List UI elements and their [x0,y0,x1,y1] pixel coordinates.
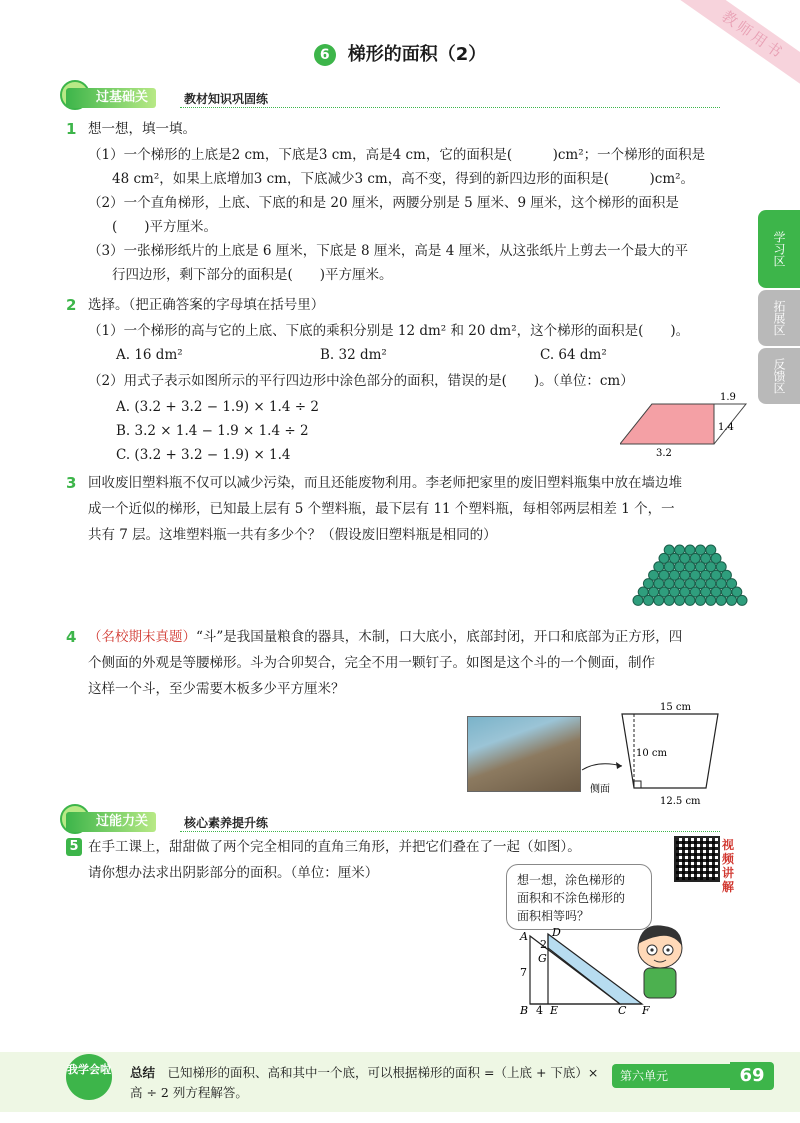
label-B: B [520,1004,529,1016]
q3-line2: 成一个近似的梯形，已知最上层有 5 个塑料瓶，最下层有 11 个塑料瓶，每相邻两层相差 1 个，一 [88,501,675,517]
summary-line1 [130,1062,598,1084]
label-height: 10 cm [636,748,667,759]
label-A: A [520,930,528,943]
label-bottom: 12.5 cm [660,796,701,807]
corner-stamp: 教师用书 [676,0,800,94]
dou-side-figure [578,700,728,810]
bottle-pile-figure [628,544,752,606]
q1-part2-line1: （2）一个直角梯形，上底、下底的和是 20 厘米，两腰分别是 5 厘米、9 厘米，这个梯形的面积是 [88,195,679,211]
bottle [737,595,747,605]
section-subtitle: 核心素养提升练 [184,816,269,830]
triangles-figure [512,926,662,1016]
label-F: F [642,1004,650,1016]
q1-part1-line1: （1）一个梯形的上底是2 cm，下底是3 cm，高是4 cm，它的面积是( )cm²；一个梯形的面积是 [88,147,706,163]
section-ability [66,812,720,832]
q2-option-c: C. 64 dm² [540,347,607,363]
q1-part1-line2: 48 cm²，如果上底增加3 cm，下底减少3 cm，高不变，得到的新四边形的面积是( )cm²。 [112,171,695,187]
side-tab-extend[interactable]: 拓展区 [758,290,800,346]
shaded-trapezoid [620,404,714,444]
side-tab-study[interactable]: 学习区 [758,210,800,288]
q5-line1: 在手工课上，甜甜做了两个完全相同的直角三角形，并把它们叠在了一起（如图）。 [88,839,581,855]
q3-line3: 共有 7 层。这堆塑料瓶一共有多少个？（假设废旧塑料瓶是相同的） [88,527,497,543]
q4-line2: 个侧面的外观是等腰梯形。斗为合卯契合，完全不用一颗钉子。如图是这个斗的一个侧面，制作 [88,655,655,671]
q1-part3-line1: （3）一张梯形纸片的上底是 6 厘米，下底是 8 厘米，高是 4 厘米，从这张纸片上剪去一个最大的平 [88,243,689,259]
dou-photo [467,716,581,792]
label-side: 侧面 [590,784,610,795]
question-number: 3 [66,474,77,492]
section-tag: 过基础关 [66,88,156,108]
section-subtitle: 教材知识巩固练 [184,92,269,106]
label-4: 4 [536,1004,543,1016]
question-number: 4 [66,628,77,646]
section-divider [180,107,720,108]
qr-code[interactable] [674,836,720,882]
question-stem: 想一想，填一填。 [88,121,196,137]
question-number: 1 [66,120,77,138]
summary-text: 已知梯形的面积、高和其中一个底，可以根据梯形的面积 =（上底 + 下底）× [167,1065,599,1080]
bottle [695,595,705,605]
question-number: 5 [66,838,82,856]
q2-option-a: A. (3.2 + 3.2 − 1.9) × 1.4 ÷ 2 [116,399,319,415]
bottle [643,595,653,605]
q2-option-a: A. 16 dm² [116,347,183,363]
section-divider [180,831,720,832]
q4-line3: 这样一个斗，至少需要木板多少平方厘米？ [88,681,345,697]
footer-logo [66,1054,112,1100]
label-height: 1.4 [718,422,734,433]
label-top: 1.9 [720,392,736,403]
q1-part3-line2: 行四边形，剩下部分的面积是( )平方厘米。 [112,267,393,283]
label-D: D [552,926,561,939]
question-number: 2 [66,296,77,314]
section-basic [66,88,720,108]
q1-part2-line2: ( )平方厘米。 [112,219,218,235]
video-explain-label[interactable]: 视频讲解 [721,838,734,894]
bottle [664,595,674,605]
page-number: 69 [730,1062,774,1090]
side-tab-feedback[interactable]: 反馈区 [758,348,800,404]
label-2: 2 [540,938,547,951]
q4-line1-text: “斗”是我国量粮食的器具，木制，口大底小，底部封闭，开口和底部为正方形，四 [196,629,683,645]
label-C: C [618,1004,627,1016]
bottle [633,595,643,605]
summary-line2: 高 ÷ 2 列方程解答。 [130,1085,248,1100]
bottle [675,595,685,605]
summary-label: 总结 [130,1065,156,1080]
bottle [685,595,695,605]
parallelogram-figure [620,386,750,460]
hint-line: 想一想，涂色梯形的 [517,873,626,887]
lesson-number: 6 [314,44,336,66]
bottle [727,595,737,605]
page-title [0,40,800,66]
logo-text: 我学会啦 [67,1063,111,1076]
label-G: G [538,952,547,965]
bottle [716,595,726,605]
label-bottom: 3.2 [656,448,672,459]
q4-line1 [88,626,682,648]
bottle [654,595,664,605]
label-E: E [550,1004,559,1016]
q3-line1: 回收废旧塑料瓶不仅可以减少污染，而且还能废物利用。李老师把家里的废旧塑料瓶集中放在墙边堆 [88,475,682,491]
q2-part1: （1）一个梯形的高与它的上底、下底的乘积分别是 12 dm² 和 20 dm²，这个梯形的面积是( )。 [88,323,690,339]
label-top: 15 cm [660,702,691,713]
q2-option-c: C. (3.2 + 3.2 − 1.9) × 1.4 [116,447,291,463]
hint-line: 面积相等吗？ [517,909,590,923]
label-7: 7 [520,966,527,979]
section-tag: 过能力关 [66,812,156,832]
q5-line2: 请你想办法求出阴影部分的面积。（单位：厘米） [88,865,379,881]
q2-option-b: B. 32 dm² [320,347,387,363]
unit-badge: 第六单元 [612,1064,732,1088]
q2-part2: （2）用式子表示如图所示的平行四边形中涂色部分的面积，错误的是( )。（单位：cm） [88,373,634,389]
bottle [706,595,716,605]
hint-line: 面积和不涂色梯形的 [517,891,626,905]
lesson-title: 梯形的面积（2） [347,44,487,65]
question-stem: 选择。（把正确答案的字母填在括号里） [88,297,325,313]
q4-tag: （名校期末真题） [88,629,196,645]
q2-option-b: B. 3.2 × 1.4 − 1.9 × 1.4 ÷ 2 [116,423,309,439]
